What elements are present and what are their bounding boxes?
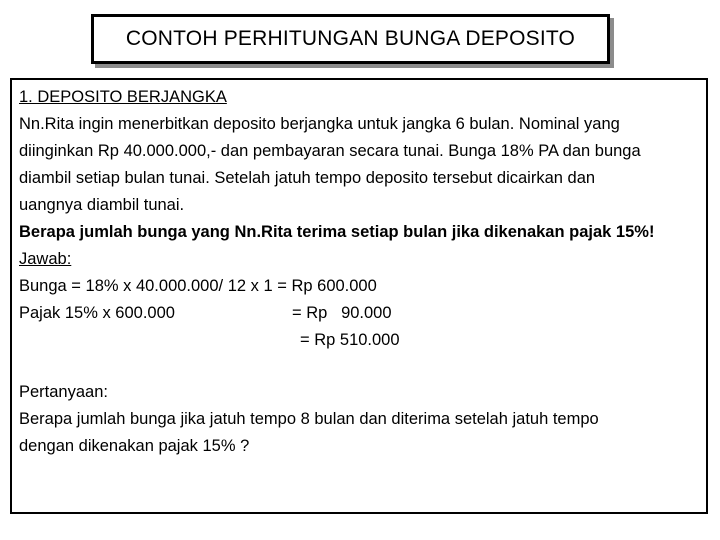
section-heading: 1. DEPOSITO BERJANGKA (19, 88, 227, 106)
pertanyaan-line-1: Berapa jumlah bunga jika jatuh tempo 8 bulan dan diterima setelah jatuh tempo (19, 410, 599, 428)
content-box (10, 78, 708, 514)
answer-total-row (19, 327, 706, 354)
page-title: CONTOH PERHITUNGAN BUNGA DEPOSITO (125, 27, 576, 50)
pertanyaan-label: Pertanyaan: (19, 383, 108, 401)
answer-bunga: Bunga = 18% x 40.000.000/ 12 x 1 = Rp 600.000 (19, 277, 377, 295)
title-box (91, 14, 610, 64)
spacer (19, 354, 706, 379)
answer-pajak-row (19, 300, 706, 327)
answer-total-value: = Rp 510.000 (300, 331, 400, 349)
answer-label: Jawab: (19, 250, 72, 268)
pertanyaan-line-2: dengan dikenakan pajak 15% ? (19, 437, 250, 455)
answer-pajak-label: Pajak 15% x 600.000 (19, 304, 175, 322)
problem-question: Berapa jumlah bunga yang Nn.Rita terima setiap bulan jika dikenakan pajak 15%! (19, 223, 655, 241)
problem-line-1: Nn.Rita ingin menerbitkan deposito berjangka untuk jangka 6 bulan. Nominal yang (19, 115, 620, 133)
problem-line-2: diinginkan Rp 40.000.000,- dan pembayaran secara tunai. Bunga 18% PA dan bunga (19, 142, 641, 160)
problem-line-4: uangnya diambil tunai. (19, 196, 185, 214)
problem-line-3: diambil setiap bulan tunai. Setelah jatuh tempo deposito tersebut dicairkan dan (19, 169, 596, 187)
answer-pajak-value: = Rp 90.000 (292, 304, 392, 322)
